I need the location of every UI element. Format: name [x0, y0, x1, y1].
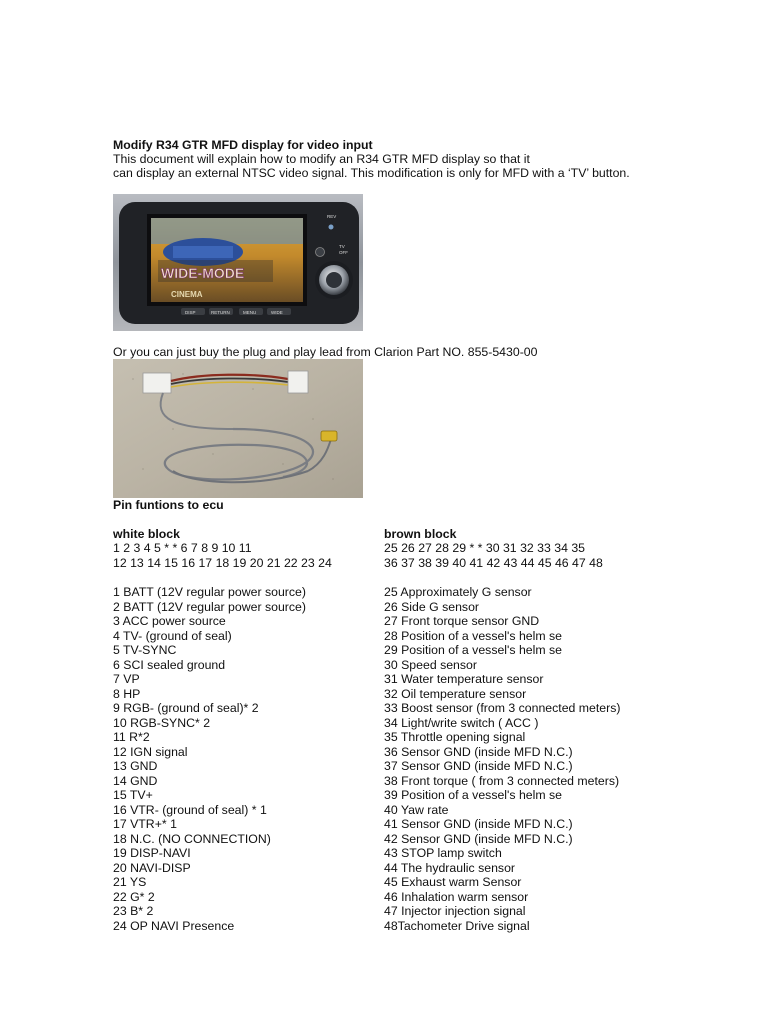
screen-cinema-text: CINEMA: [171, 290, 203, 299]
white-block-pin-list: [113, 585, 306, 933]
brown-block-heading: brown block: [384, 527, 457, 541]
pin-item: 10 RGB-SYNC* 2: [113, 715, 211, 730]
pin-functions-heading: Pin funtions to ecu: [113, 498, 224, 512]
mfd-button-wide: WIDE: [271, 310, 283, 315]
intro-line-2: can display an external NTSC video signal. This modification is only for MFD with a ‘TV’ button.: [113, 166, 630, 180]
pin-item: 20 NAVI-DISP: [113, 860, 191, 875]
pin-item: 34 Light/write switch ( ACC ): [384, 715, 539, 730]
pin-item: 8 HP: [113, 686, 141, 701]
pin-item: 47 Injector injection signal: [384, 904, 526, 918]
pin-item: 44 The hydraulic sensor: [384, 860, 516, 875]
pin-item: 29 Position of a vessel's helm se: [384, 643, 563, 657]
brown-block-pin-order-row-2: 36 37 38 39 40 41 42 43 44 45 46 47 48: [384, 556, 603, 570]
pin-item: 6 SCI sealed ground: [113, 657, 226, 672]
pin-item: 3 ACC power source: [113, 614, 226, 628]
tv-button: [316, 248, 325, 257]
pin-item: 39 Position of a vessel's helm se: [384, 788, 563, 802]
pin-item: 40 Yaw rate: [384, 802, 449, 817]
pin-item: 18 N.C. (NO CONNECTION): [113, 831, 271, 846]
pin-item: 14 GND: [113, 773, 158, 788]
clarion-lead-line: Or you can just buy the plug and play lead from Clarion Part NO. 855-5430-00: [113, 345, 538, 359]
mfd-display-photo: [113, 194, 363, 331]
pin-item: 36 Sensor GND (inside MFD N.C.): [384, 744, 573, 759]
pin-item: 37 Sensor GND (inside MFD N.C.): [384, 759, 573, 773]
pin-item: 42 Sensor GND (inside MFD N.C.): [384, 831, 573, 846]
pin-item: 26 Side G sensor: [384, 599, 480, 614]
pin-item: 35 Throttle opening signal: [384, 730, 526, 744]
brown-block-pin-list: [384, 585, 620, 933]
pin-item: 45 Exhaust warm Sensor: [384, 875, 522, 889]
pin-item: 31 Water temperature sensor: [384, 672, 544, 686]
yellow-rca-plug: [321, 431, 337, 441]
tv-label: TV: [339, 244, 345, 249]
pin-item: 21 YS: [113, 875, 147, 889]
brown-block-pin-order-row-1: 25 26 27 28 29 * * 30 31 32 33 34 35: [384, 541, 586, 555]
pin-item: 1 BATT (12V regular power source): [113, 585, 306, 599]
pin-item: 28 Position of a vessel's helm se: [384, 628, 563, 643]
white-block-heading: white block: [113, 527, 180, 541]
screen-wide-mode-text: WIDE-MODE: [161, 265, 245, 281]
pin-item: 24 OP NAVI Presence: [113, 918, 235, 933]
pin-item: 12 IGN signal: [113, 744, 188, 759]
pin-item: 16 VTR- (ground of seal) * 1: [113, 802, 267, 817]
white-block-pin-order-row-1: 1 2 3 4 5 * * 6 7 8 9 10 11: [113, 541, 252, 555]
rev-label: REV: [327, 214, 337, 219]
pin-item: 46 Inhalation warm sensor: [384, 889, 529, 904]
pin-item: 27 Front torque sensor GND: [384, 614, 540, 628]
pin-item: 30 Speed sensor: [384, 657, 477, 672]
document-title: Modify R34 GTR MFD display for video input: [113, 138, 373, 152]
pin-item: 13 GND: [113, 759, 158, 773]
clarion-lead-photo: [113, 359, 363, 498]
pin-item: 17 VTR+* 1: [113, 817, 177, 831]
pin-item: 7 VP: [113, 672, 140, 686]
pin-item: 9 RGB- (ground of seal)* 2: [113, 701, 259, 715]
pin-item: 41 Sensor GND (inside MFD N.C.): [384, 817, 573, 831]
pin-item: 2 BATT (12V regular power source): [113, 599, 306, 614]
pin-item: 23 B* 2: [113, 904, 154, 918]
pin-item: 25 Approximately G sensor: [384, 585, 532, 599]
mfd-button-disp: DISP: [185, 310, 196, 315]
white-connector: [143, 373, 171, 393]
off-label: OFF: [339, 250, 348, 255]
pin-item: 38 Front torque ( from 3 connected meters): [384, 773, 620, 788]
pin-item: 48Tachometer Drive signal: [384, 918, 530, 933]
pin-item: 19 DISP-NAVI: [113, 846, 191, 860]
white-block-pin-order-row-2: 12 13 14 15 16 17 18 19 20 21 22 23 24: [113, 556, 332, 570]
pin-item: 22 G* 2: [113, 889, 155, 904]
mfd-button-menu: MENU: [243, 310, 257, 315]
pin-item: 43 STOP lamp switch: [384, 846, 502, 860]
pin-item: 11 R*2: [113, 730, 150, 744]
pin-item: 4 TV- (ground of seal): [113, 628, 232, 643]
pin-item: 15 TV+: [113, 788, 153, 802]
pin-item: 32 Oil temperature sensor: [384, 686, 527, 701]
mfd-button-return: RETURN: [211, 310, 230, 315]
white-connector-2: [288, 371, 308, 393]
pin-item: 5 TV-SYNC: [113, 643, 177, 657]
pin-item: 33 Boost sensor (from 3 connected meters): [384, 701, 621, 715]
intro-line-1: This document will explain how to modify an R34 GTR MFD display so that it: [113, 152, 530, 166]
